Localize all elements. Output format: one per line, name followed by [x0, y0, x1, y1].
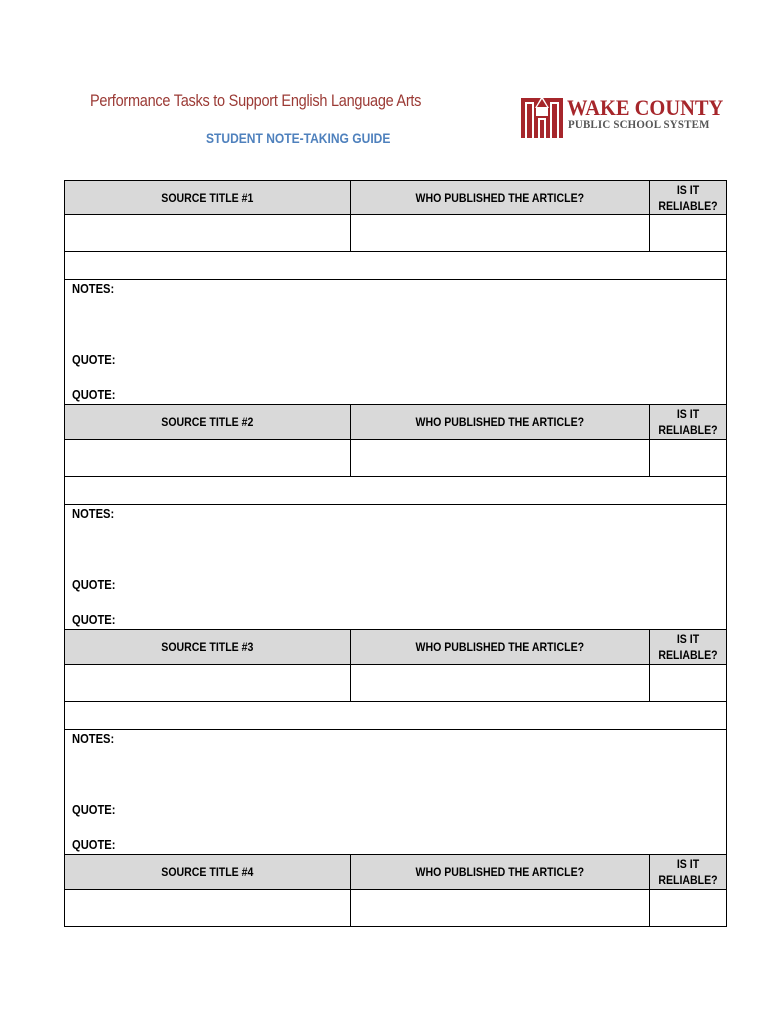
notes-block[interactable]	[64, 730, 727, 855]
quote-label: QUOTE:	[72, 352, 116, 367]
reliable-header: IS IT RELIABLE?	[658, 407, 718, 437]
notes-label: NOTES:	[72, 281, 115, 296]
source-title-field[interactable]	[65, 890, 351, 926]
note-taking-form	[64, 180, 727, 927]
reliable-header: IS IT RELIABLE?	[658, 182, 718, 213]
notes-label: NOTES:	[72, 731, 115, 746]
source-header-row	[64, 855, 727, 890]
source-title-field[interactable]	[65, 440, 351, 476]
logo-name-line2: PUBLIC SCHOOL SYSTEM	[568, 119, 710, 131]
source-title-header: SOURCE TITLE #4	[65, 855, 351, 889]
source-header-row	[64, 180, 727, 215]
school-building-logo-icon	[521, 94, 563, 138]
spacer-row	[64, 477, 727, 505]
source-title-header: SOURCE TITLE #3	[65, 630, 351, 664]
source-header-row	[64, 630, 727, 665]
source-section-1	[64, 180, 727, 405]
document-title: Performance Tasks to Support English Language Arts	[90, 92, 422, 110]
reliable-field[interactable]	[650, 215, 726, 251]
publisher-field[interactable]	[351, 890, 650, 926]
quote-label: QUOTE:	[72, 802, 116, 817]
quote-label: QUOTE:	[72, 577, 116, 592]
source-section-4	[64, 855, 727, 927]
reliable-field[interactable]	[650, 890, 726, 926]
spacer-row	[64, 252, 727, 280]
publisher-header: WHO PUBLISHED THE ARTICLE?	[351, 630, 650, 664]
source-entry-row	[64, 215, 727, 252]
source-title-field[interactable]	[65, 665, 351, 701]
publisher-header: WHO PUBLISHED THE ARTICLE?	[351, 181, 650, 214]
reliable-header: IS IT RELIABLE?	[658, 857, 718, 887]
publisher-field[interactable]	[351, 215, 650, 251]
publisher-field[interactable]	[351, 665, 650, 701]
source-header-row	[64, 405, 727, 440]
wake-county-logo	[521, 94, 731, 138]
publisher-header: WHO PUBLISHED THE ARTICLE?	[351, 855, 650, 889]
notes-block[interactable]	[64, 280, 727, 405]
quote-label: QUOTE:	[72, 612, 116, 627]
reliable-field[interactable]	[650, 440, 726, 476]
reliable-field[interactable]	[650, 665, 726, 701]
source-title-header: SOURCE TITLE #1	[65, 181, 351, 214]
source-entry-row	[64, 440, 727, 477]
spacer-row	[64, 702, 727, 730]
document-subtitle: STUDENT NOTE-TAKING GUIDE	[206, 130, 391, 146]
publisher-field[interactable]	[351, 440, 650, 476]
notes-block[interactable]	[64, 505, 727, 630]
source-section-2	[64, 405, 727, 630]
notes-label: NOTES:	[72, 506, 115, 521]
quote-label: QUOTE:	[72, 387, 116, 402]
publisher-header: WHO PUBLISHED THE ARTICLE?	[351, 405, 650, 439]
quote-label: QUOTE:	[72, 837, 116, 852]
source-title-header: SOURCE TITLE #2	[65, 405, 351, 439]
reliable-header: IS IT RELIABLE?	[658, 632, 718, 662]
source-entry-row	[64, 890, 727, 927]
source-section-3	[64, 630, 727, 855]
logo-name-line1: WAKE COUNTY	[567, 95, 724, 120]
source-title-field[interactable]	[65, 215, 351, 251]
source-entry-row	[64, 665, 727, 702]
